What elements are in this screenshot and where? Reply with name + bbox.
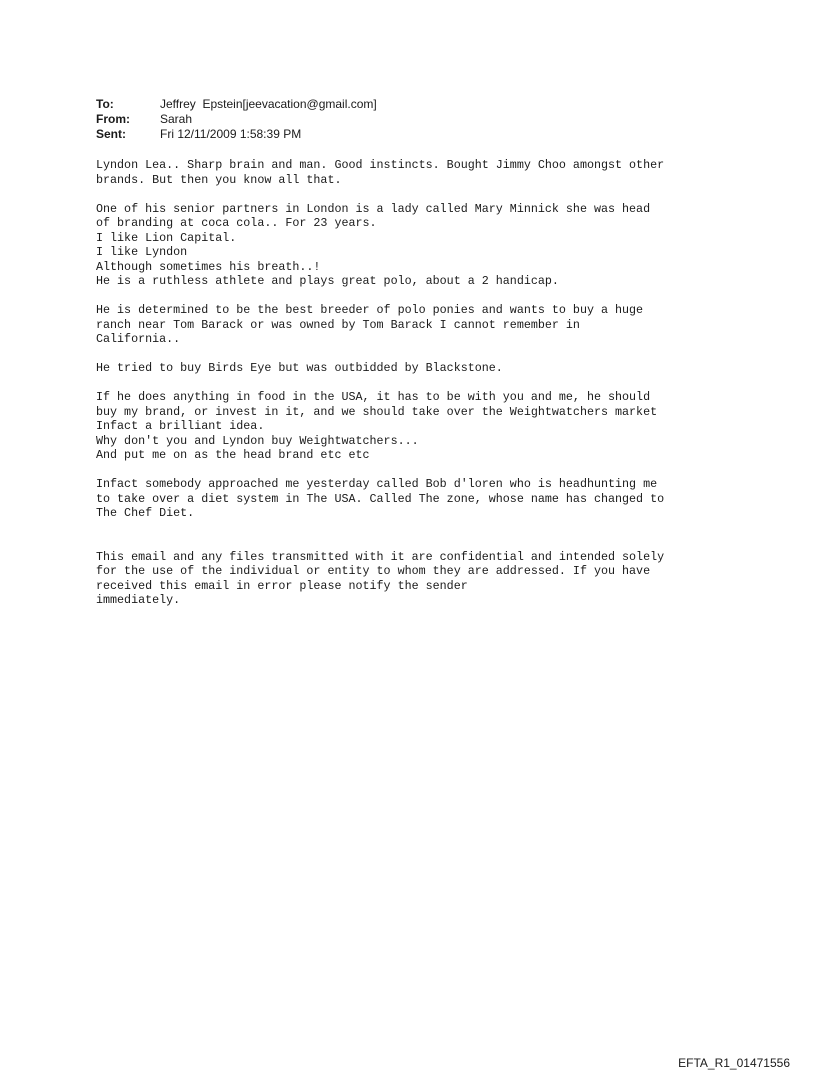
body-line: Infact a brilliant idea. (96, 419, 265, 433)
to-label: To: (96, 97, 114, 111)
body-line: Why don't you and Lyndon buy Weightwatchers... (96, 433, 419, 448)
disclaimer-line: This email and any files transmitted with it are confidential and intended solely (96, 549, 665, 564)
body-line: of branding at coca cola.. For 23 years. (96, 216, 377, 230)
body-line: brands. But then you know all that. (96, 172, 342, 187)
paragraph-6 (96, 477, 796, 521)
from-row (96, 112, 377, 127)
paragraph-3 (96, 303, 796, 347)
body-line: The Chef Diet. (96, 506, 195, 520)
body-line: I like Lyndon (96, 245, 188, 259)
document-id: EFTA_R1_01471556 (678, 1056, 790, 1070)
paragraph-4 (96, 361, 796, 376)
to-value: Jeffrey Epstein[jeevacation@gmail.com] (160, 97, 377, 111)
body-line: ranch near Tom Barack or was owned by Tom Barack I cannot remember in (96, 317, 580, 332)
paragraph-2 (96, 202, 796, 289)
body-line: He is determined to be the best breeder of polo ponies and wants to buy a huge (96, 303, 644, 317)
sent-value: Fri 12/11/2009 1:58:39 PM (160, 127, 302, 141)
disclaimer-line: for the use of the individual or entity to whom they are addressed. If you have (96, 564, 651, 578)
body-line: One of his senior partners in London is a lady called Mary Minnick she was head (96, 201, 651, 216)
body-line: Infact somebody approached me yesterday called Bob d'loren who is headhunting me (96, 477, 658, 491)
paragraph-1 (96, 158, 796, 187)
disclaimer-line: immediately. (96, 593, 181, 607)
sent-label: Sent: (96, 127, 126, 141)
paragraph-5 (96, 390, 796, 463)
email-header (96, 97, 377, 142)
body-line: Lyndon Lea.. Sharp brain and man. Good instincts. Bought Jimmy Choo amongst other (96, 158, 665, 172)
body-line: California.. (96, 332, 181, 346)
confidentiality-disclaimer (96, 550, 796, 608)
body-line: He is a ruthless athlete and plays great polo, about a 2 handicap. (96, 274, 559, 288)
from-value: Sarah (160, 112, 193, 126)
body-line: to take over a diet system in The USA. Called The zone, whose name has changed to (96, 491, 665, 506)
email-body (96, 158, 796, 622)
body-line: If he does anything in food in the USA, it has to be with you and me, he should (96, 390, 651, 404)
body-line: He tried to buy Birds Eye but was outbidded by Blackstone. (96, 361, 503, 375)
from-label: From: (96, 112, 130, 126)
body-line: Although sometimes his breath..! (96, 259, 321, 274)
disclaimer-line: received this email in error please notify the sender (96, 578, 468, 593)
body-line: I like Lion Capital. (96, 230, 237, 245)
to-row (96, 97, 377, 112)
sent-row (96, 127, 377, 142)
body-line: And put me on as the head brand etc etc (96, 448, 370, 462)
body-line: buy my brand, or invest in it, and we should take over the Weightwatchers market (96, 404, 658, 419)
